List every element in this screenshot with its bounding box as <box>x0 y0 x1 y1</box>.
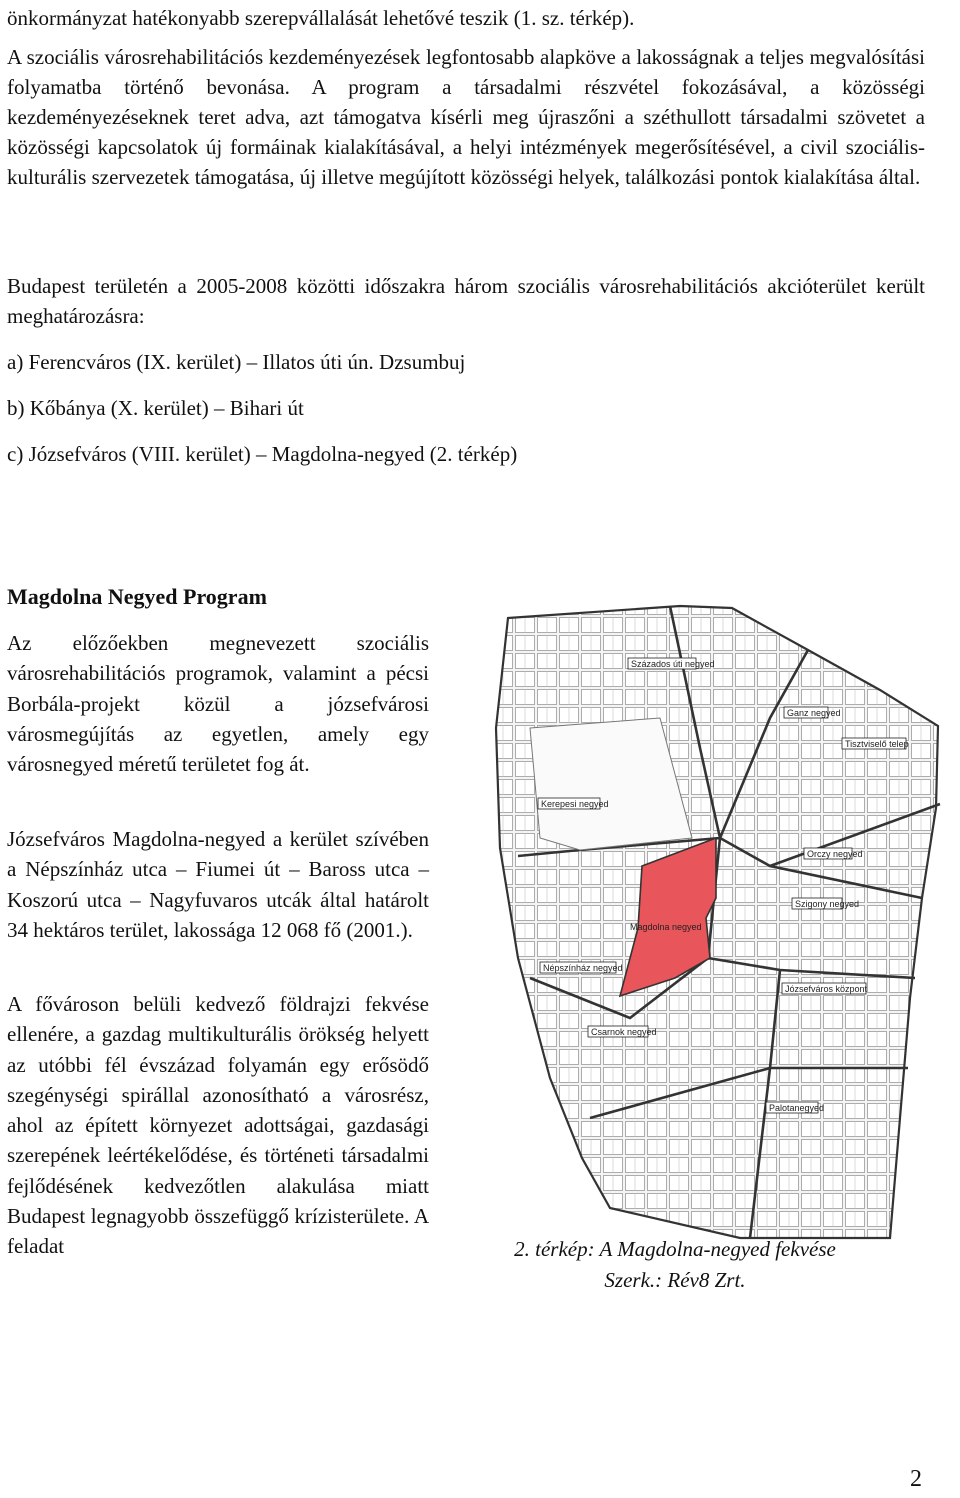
district-map <box>470 598 950 1250</box>
map-label-palota: Palotanegyed <box>769 1103 825 1113</box>
section-paragraph-1: Az előzőekben megnevezett szociális városrehabilitációs programok, valamint a pécsi Borbála-projekt közül a józsefvárosi városmegújítás az egyetlen, amely egy városnegyed méretű területet fog át. <box>7 631 429 777</box>
district-outline <box>496 606 938 1238</box>
section-heading: Magdolna Negyed Program <box>7 584 267 609</box>
map-label-jozsefvaros-kozpont: Józsefváros központ <box>785 984 868 994</box>
list-item-c: c) Józsefváros (VIII. kerület) – Magdolna-negyed (2. térkép) <box>7 442 518 466</box>
map-label-magdolna: Magdolna negyed <box>630 922 702 932</box>
list-item-a: a) Ferencváros (IX. kerület) – Illatos úti ún. Dzsumbuj <box>7 350 466 374</box>
map-label-tisztviselo: Tisztviselő telep <box>845 739 909 749</box>
map-label-szazados: Százados úti negyed <box>631 659 715 669</box>
map-caption-line-2: Szerk.: Rév8 Zrt. <box>604 1268 746 1292</box>
map-label-szigony: Szigony negyed <box>795 899 860 909</box>
map-label-csarnok: Csarnok negyed <box>591 1027 657 1037</box>
section-paragraph-2: Józsefváros Magdolna-negyed a kerület szívében a Népszínház utca – Fiumei út – Baross utca – Koszorú utca – Nagyfuvaros utcák által határolt 34 hektáros terület, lakossága 12 068 fő (2001.). <box>7 827 429 942</box>
map-label-nepszinhaz: Népszínház negyed <box>543 963 623 973</box>
intro-paragraph-2: Budapest területén a 2005-2008 közötti időszakra három szociális városrehabilitációs akcióterület került meghatározásra: <box>7 274 925 328</box>
map-caption-line-1: 2. térkép: A Magdolna-negyed fekvése <box>514 1237 836 1261</box>
intro-line-top: önkormányzat hatékonyabb szerepvállalását lehetővé teszik (1. sz. térkép). <box>7 6 635 30</box>
intro-paragraph-1: A szociális városrehabilitációs kezdeményezések legfontosabb alapköve a lakosságnak a teljes megvalósítási folyamatba történő bevonása. A program a társadalmi részvétel fokozásával, a közösségi kezdeményezéseknek teret adva, azt támogatva kísérli meg újraszőni a széthullott társadalmi szövetet a közösségi kapcsolatok új formáinak kialakításával, a helyi intézmények megerősítésével, a civil szociális-kulturális szervezetek támogatása, új illetve megújított közösségi helyek, találkozási pontok kialakítása által. <box>7 45 925 189</box>
page-number: 2 <box>910 1466 922 1492</box>
list-item-b: b) Kőbánya (X. kerület) – Bihari út <box>7 396 304 420</box>
map-label-kerepesi: Kerepesi negyed <box>541 799 609 809</box>
map-label-orczy: Orczy negyed <box>807 849 863 859</box>
map-label-ganz: Ganz negyed <box>787 708 841 718</box>
section-paragraph-3: A fővároson belüli kedvező földrajzi fekvése ellenére, a gazdag multikulturális örökség helyett az utóbbi fél évszázad folyamán egy erősödő szegénységi spirállal azonosítható a városrész, ahol az épített környezet adottságai, gazdasági szerepének leértékelődése, és történeti társadalmi fejlődésének kedvezőtlen alakulása miatt Budapest legnagyobb összefüggő krízisterülete. A feladat <box>7 992 429 1259</box>
